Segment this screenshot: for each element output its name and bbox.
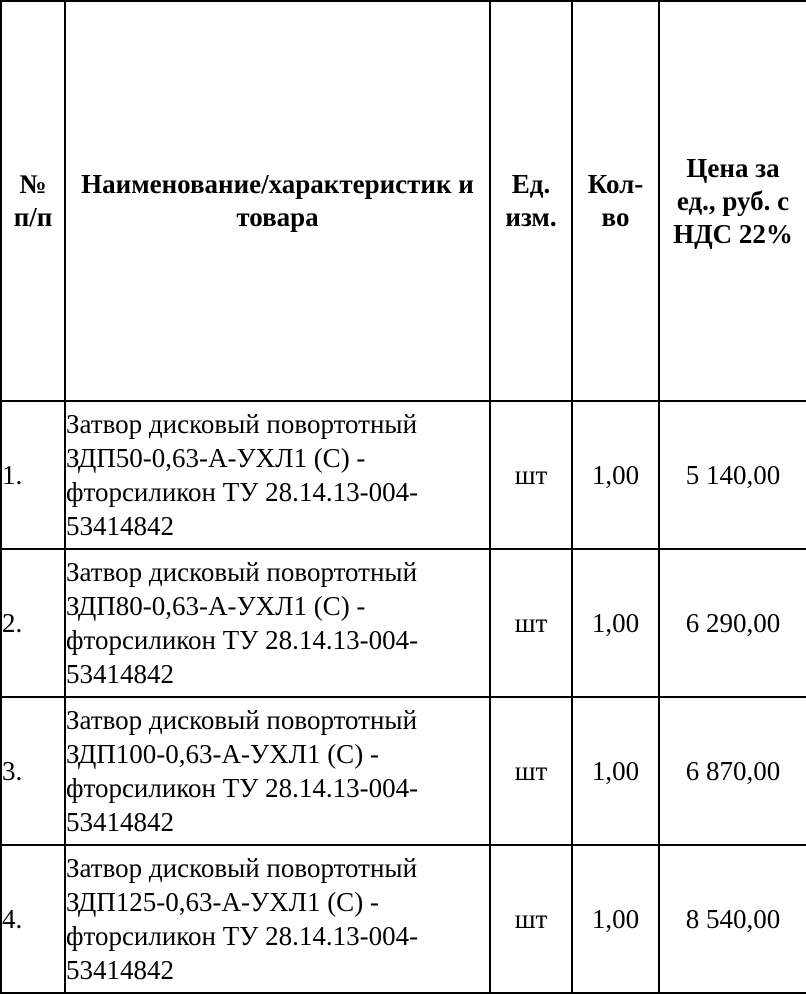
row-number: 4. — [1, 845, 65, 993]
quantity-cell: 1,00 — [572, 549, 659, 697]
price-cell: 6 290,00 — [659, 549, 806, 697]
unit-cell: шт — [490, 401, 572, 549]
unit-cell: шт — [490, 845, 572, 993]
product-name: Затвор дисковый повортотный ЗДП80-0,63-А-УХЛ1 (С) - фторсиликон ТУ 28.14.13-004-53414842 — [65, 549, 490, 697]
quantity-cell: 1,00 — [572, 401, 659, 549]
row-number: 1. — [1, 401, 65, 549]
header-name: Наименование/характеристик и товара — [65, 1, 490, 401]
header-number: № п/п — [1, 1, 65, 401]
price-cell: 6 870,00 — [659, 697, 806, 845]
table-row — [1, 845, 806, 993]
unit-cell: шт — [490, 697, 572, 845]
header-unit: Ед. изм. — [490, 1, 572, 401]
header-price: Цена за ед., руб. с НДС 22% — [659, 1, 806, 401]
header-quantity: Кол-во — [572, 1, 659, 401]
table-header-row — [1, 1, 806, 401]
product-name: Затвор дисковый повортотный ЗДП125-0,63-А-УХЛ1 (С) - фторсиликон ТУ 28.14.13-004-53414842 — [65, 845, 490, 993]
quantity-cell: 1,00 — [572, 845, 659, 993]
row-number: 3. — [1, 697, 65, 845]
unit-cell: шт — [490, 549, 572, 697]
table-row — [1, 697, 806, 845]
row-number: 2. — [1, 549, 65, 697]
product-name: Затвор дисковый повортотный ЗДП100-0,63-А-УХЛ1 (С) - фторсиликон ТУ 28.14.13-004-53414842 — [65, 697, 490, 845]
table-row — [1, 401, 806, 549]
product-name: Затвор дисковый повортотный ЗДП50-0,63-А-УХЛ1 (С) - фторсиликон ТУ 28.14.13-004-53414842 — [65, 401, 490, 549]
quantity-cell: 1,00 — [572, 697, 659, 845]
price-cell: 5 140,00 — [659, 401, 806, 549]
table-row — [1, 549, 806, 697]
price-cell: 8 540,00 — [659, 845, 806, 993]
